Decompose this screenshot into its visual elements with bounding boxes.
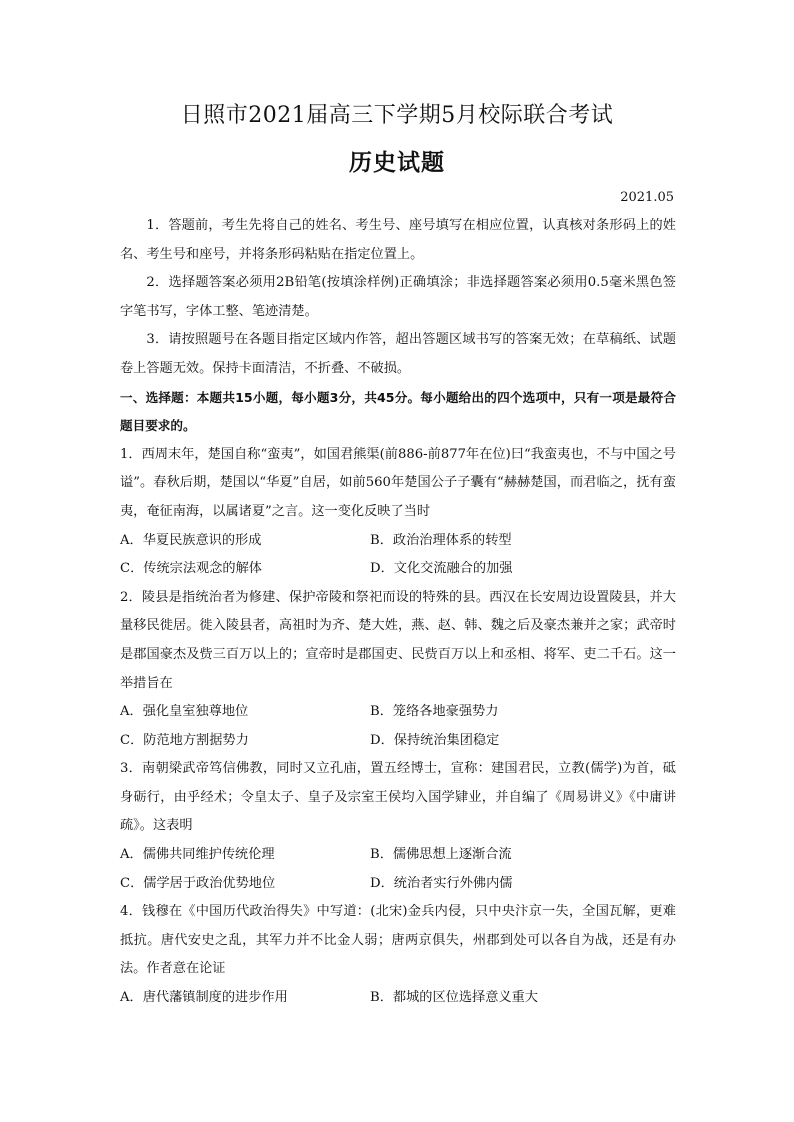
question-3-option-b: B．儒佛思想上逐渐合流: [370, 847, 512, 863]
question-4-stem: 4．钱穆在《中国历代政治得失》中写道：(北宋)金兵内侵，只中央汴京一失，全国瓦解，更难抵抗。唐代安史之乱，其军力并不比金人弱；唐两京俱失，州郡到处可以各自为战，还是有办法。作者意在论证: [120, 904, 676, 977]
section-heading: 一、选择题：本题共15小题，每小题3分，共45分。每小题给出的四个选项中，只有一项是最符合题目要求的。: [120, 389, 676, 434]
question-2-option-d: D．保持统治集团稳定: [370, 732, 500, 748]
question-2-option-a: A．强化皇室独尊地位: [120, 704, 249, 720]
question-1-options: [120, 527, 676, 584]
question-4-options: [120, 984, 676, 1013]
question-1-option-b: B．政治治理体系的转型: [370, 532, 512, 548]
question-1-option-a: A．华夏民族意识的形成: [120, 532, 262, 548]
question-4-option-a: A．唐代藩镇制度的进步作用: [120, 990, 288, 1006]
instruction-3: 3．请按照题号在各题目指定区域内作答，超出答题区域书写的答案无效；在草稿纸、试题卷上答题无效。保持卡面清洁，不折叠、不破损。: [120, 332, 676, 376]
question-3-option-a: A．儒佛共同维护传统伦理: [120, 847, 275, 863]
question-1-option-c: C．传统宗法观念的解体: [120, 561, 262, 577]
question-2-option-c: C．防范地方割据势力: [120, 732, 249, 748]
question-2-option-b: B．笼络各地豪强势力: [370, 704, 499, 720]
question-3-options: [120, 841, 676, 898]
exam-body: [120, 212, 676, 1013]
question-3-stem: 3．南朝梁武帝笃信佛教，同时又立孔庙，置五经博士，宣称：建国君民，立教(儒学)为首，砥身砺行，由乎经术；令皇太子、皇子及宗室王侯均入国学肄业，并自编了《周易讲义》《中庸讲疏》。这表明: [120, 761, 676, 834]
instruction-1: 1．答题前，考生先将自己的姓名、考生号、座号填写在相应位置，认真核对条形码上的姓名、考生号和座号，并将条形码粘贴在指定位置上。: [120, 218, 676, 262]
instruction-2: 2．选择题答案必须用2B铅笔(按填涂样例)正确填涂；非选择题答案必须用0.5毫米黑色签字笔书写，字体工整、笔迹清楚。: [120, 275, 676, 319]
question-1-stem: 1．西周末年，楚国自称“蛮夷”，如国君熊渠(前886-前877年在位)曰“我蛮夷也，不与中国之号谥”。春秋后期，楚国以“华夏”自居，如前560年楚国公子子囊有“赫赫楚国，而君临之，抚有蛮夷，奄征南海，以属诸夏”之言。这一变化反映了当时: [120, 446, 676, 519]
question-1-option-d: D．文化交流融合的加强: [370, 561, 513, 577]
exam-date: 2021.05: [620, 190, 674, 205]
question-2-stem: 2．陵县是指统治者为修建、保护帝陵和祭祀而设的特殊的县。西汉在长安周边设置陵县，并大量移民徙居。徙入陵县者，高祖时为齐、楚大姓，燕、赵、韩、魏之后及豪杰兼并之家；武帝时是郡国豪杰及赀三百万以上的；宣帝时是郡国吏、民赀百万以上和丞相、将军、吏二千石。这一举措旨在: [120, 589, 676, 691]
question-2-options: [120, 698, 676, 755]
question-3-option-d: D．统治者实行外佛内儒: [370, 875, 513, 891]
exam-title: 日照市2021届高三下学期5月校际联合考试: [180, 103, 614, 128]
question-3-option-c: C．儒学居于政治优势地位: [120, 875, 276, 891]
question-4-option-b: B．都城的区位选择意义重大: [370, 990, 538, 1006]
exam-subtitle: 历史试题: [349, 150, 445, 176]
